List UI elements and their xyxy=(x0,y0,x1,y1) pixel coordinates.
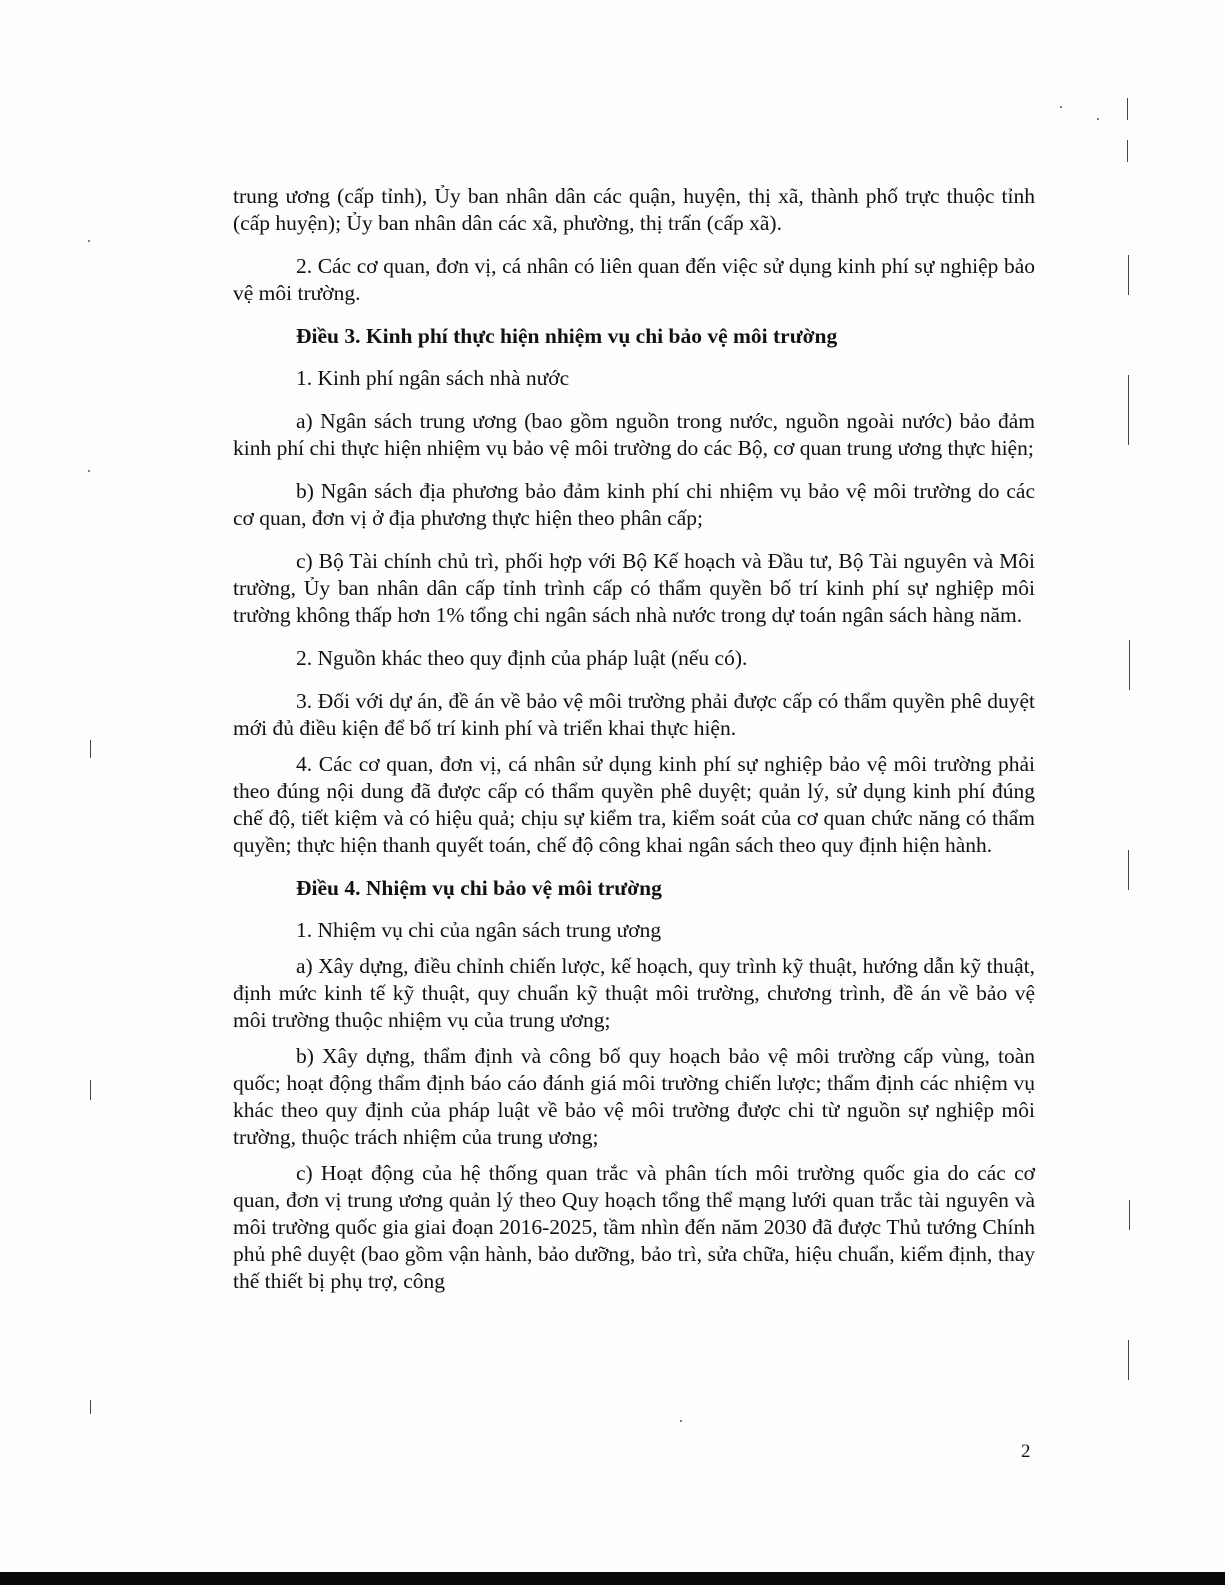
scan-edge-mark xyxy=(1127,140,1128,162)
paragraph-3-1b: b) Ngân sách địa phương bảo đảm kinh phí chi nhiệm vụ bảo vệ môi trường do các cơ quan, đơn vị ở địa phương thực hiện theo phân cấp; xyxy=(233,479,1035,530)
scan-dot xyxy=(88,470,90,472)
paragraph-continuation: trung ương (cấp tỉnh), Ủy ban nhân dân các quận, huyện, thị xã, thành phố trực thuộc tỉnh (cấp huyện); Ủy ban nhân dân các xã, phường, thị trấn (cấp xã). xyxy=(233,184,1035,235)
paragraph-3-1a: a) Ngân sách trung ương (bao gồm nguồn trong nước, nguồn ngoài nước) bảo đảm kinh phí chi thực hiện nhiệm vụ bảo vệ môi trường do các Bộ, cơ quan trung ương thực hiện; xyxy=(233,409,1035,460)
scan-edge-mark xyxy=(1128,255,1129,295)
document-body xyxy=(233,183,1035,1311)
scan-edge-mark xyxy=(1129,640,1130,690)
paragraph-3-1: 1. Kinh phí ngân sách nhà nước xyxy=(296,366,570,390)
scan-dot xyxy=(1060,106,1062,108)
paragraph-3-1c: c) Bộ Tài chính chủ trì, phối hợp với Bộ Kế hoạch và Đầu tư, Bộ Tài nguyên và Môi trường, Ủy ban nhân dân cấp tỉnh trình cấp có thẩm quyền bố trí kinh phí sự nghiệp môi trường không thấp hơn 1% tổng chi ngân sách nhà nước trong dự toán ngân sách hàng năm. xyxy=(233,549,1035,627)
paragraph-3-4: 4. Các cơ quan, đơn vị, cá nhân sử dụng kinh phí sự nghiệp bảo vệ môi trường phải theo đúng nội dung đã được cấp có thẩm quyền phê duyệt; quản lý, sử dụng kinh phí đúng chế độ, tiết kiệm và có hiệu quả; chịu sự kiểm tra, kiểm soát của cơ quan chức năng có thẩm quyền; thực hiện thanh quyết toán, chế độ công khai ngân sách theo quy định hiện hành. xyxy=(233,752,1035,857)
scan-edge-mark xyxy=(1128,375,1129,445)
scan-dot xyxy=(1097,118,1099,120)
scan-edge-mark xyxy=(1127,98,1128,120)
scan-edge-mark xyxy=(1128,1340,1129,1380)
scan-edge-mark xyxy=(90,1080,91,1100)
paragraph-clause-2: 2. Các cơ quan, đơn vị, cá nhân có liên quan đến việc sử dụng kinh phí sự nghiệp bảo vệ môi trường. xyxy=(233,254,1035,305)
page-number: 2 xyxy=(1021,1441,1031,1462)
paragraph-4-1c: c) Hoạt động của hệ thống quan trắc và phân tích môi trường quốc gia do các cơ quan, đơn vị trung ương quản lý theo Quy hoạch tổng thể mạng lưới quan trắc tài nguyên và môi trường quốc gia giai đoạn 2016-2025, tầm nhìn đến năm 2030 đã được Thủ tướng Chính phủ phê duyệt (bao gồm vận hành, bảo dưỡng, bảo trì, sửa chữa, hiệu chuẩn, kiểm định, thay thế thiết bị phụ trợ, công xyxy=(233,1161,1035,1293)
scan-edge-mark xyxy=(1129,1200,1130,1230)
article-3-heading: Điều 3. Kinh phí thực hiện nhiệm vụ chi bảo vệ môi trường xyxy=(296,324,838,348)
scan-dot xyxy=(680,1420,682,1422)
scan-edge-mark xyxy=(90,740,91,758)
scan-edge-mark xyxy=(90,1400,91,1414)
paragraph-4-1: 1. Nhiệm vụ chi của ngân sách trung ương xyxy=(296,918,662,942)
paragraph-4-1a: a) Xây dựng, điều chỉnh chiến lược, kế hoạch, quy trình kỹ thuật, hướng dẫn kỹ thuật, định mức kinh tế kỹ thuật, quy chuẩn kỹ thuật môi trường, chương trình, đề án về bảo vệ môi trường thuộc nhiệm vụ của trung ương; xyxy=(233,954,1035,1032)
paragraph-3-2: 2. Nguồn khác theo quy định của pháp luật (nếu có). xyxy=(296,646,748,670)
article-4-heading: Điều 4. Nhiệm vụ chi bảo vệ môi trường xyxy=(296,876,662,900)
paragraph-3-3: 3. Đối với dự án, đề án về bảo vệ môi trường phải được cấp có thẩm quyền phê duyệt mới đủ điều kiện để bố trí kinh phí và triển khai thực hiện. xyxy=(233,689,1035,740)
scan-dot xyxy=(88,240,90,242)
scan-bottom-edge xyxy=(0,1572,1225,1585)
scan-edge-mark xyxy=(1128,850,1129,890)
paragraph-4-1b: b) Xây dựng, thẩm định và công bố quy hoạch bảo vệ môi trường cấp vùng, toàn quốc; hoạt động thẩm định báo cáo đánh giá môi trường chiến lược; thẩm định các nhiệm vụ khác theo quy định của pháp luật về bảo vệ môi trường được chi từ nguồn sự nghiệp môi trường, thuộc trách nhiệm của trung ương; xyxy=(233,1044,1035,1149)
